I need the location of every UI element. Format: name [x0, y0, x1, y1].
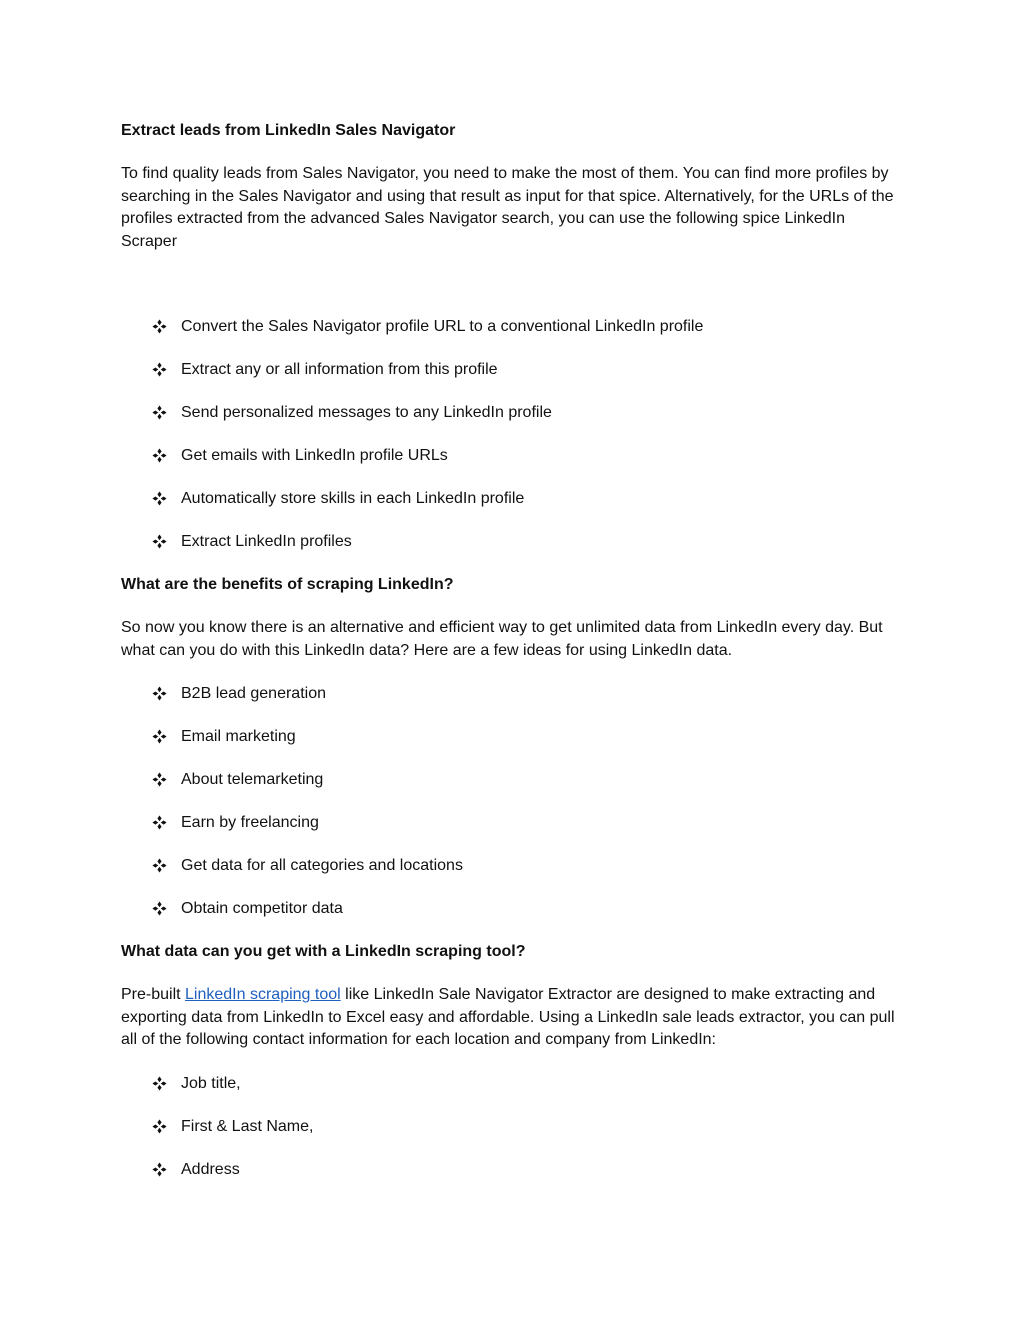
list-item	[121, 855, 905, 877]
list-item	[121, 683, 905, 705]
section-heading-extract-leads: Extract leads from LinkedIn Sales Navigator	[121, 122, 456, 139]
four-diamond-bullet-icon	[152, 1119, 167, 1134]
list-item-text: Automatically store skills in each LinkedIn profile	[181, 490, 525, 507]
list-item	[121, 812, 905, 834]
section-paragraph-extract-leads: To find quality leads from Sales Navigator, you need to make the most of them. You can find more profiles by searching in the Sales Navigator and using that result as input for that spice. Alternatively, for the URLs of the profiles extracted from the advanced Sales Navigator search, you can use the following spice LinkedIn Scraper	[121, 165, 894, 250]
paragraph-prefix: Pre-built	[121, 986, 186, 1003]
paragraph-suffix: like LinkedIn Sale Navigator Extractor are designed to make extracting and exporting data from LinkedIn to Excel easy and affordable. Using a LinkedIn sale leads extractor, you can pull all of the following contact information for each location and company from LinkedIn:	[121, 986, 895, 1048]
list-item-text: Extract any or all information from this profile	[181, 361, 498, 378]
section-heading-data-types: What data can you get with a LinkedIn scraping tool?	[121, 943, 526, 960]
four-diamond-bullet-icon	[152, 1076, 167, 1091]
four-diamond-bullet-icon	[152, 405, 167, 420]
list-item	[121, 769, 905, 791]
list-item	[121, 898, 905, 920]
list-item	[121, 402, 905, 424]
list-item	[121, 359, 905, 381]
section-paragraph-data-types	[121, 984, 905, 1052]
four-diamond-bullet-icon	[152, 686, 167, 701]
section-paragraph-benefits: So now you know there is an alternative and efficient way to get unlimited data from LinkedIn every day. But what can you do with this LinkedIn data? Here are a few ideas for using LinkedIn data.	[121, 619, 883, 659]
list-item	[121, 1116, 905, 1138]
linkedin-scraping-tool-link[interactable]: LinkedIn scraping tool	[185, 986, 341, 1003]
list-item-text: First & Last Name,	[181, 1117, 314, 1135]
list-item-text: Earn by freelancing	[181, 814, 319, 831]
list-item	[121, 1159, 905, 1181]
four-diamond-bullet-icon	[152, 772, 167, 787]
list-item-text: Extract LinkedIn profiles	[181, 533, 352, 550]
document-page	[121, 120, 905, 1181]
list-item-text: Get emails with LinkedIn profile URLs	[181, 447, 448, 464]
list-item-text: About telemarketing	[181, 771, 324, 788]
four-diamond-bullet-icon	[152, 534, 167, 549]
list-item	[121, 445, 905, 467]
four-diamond-bullet-icon	[152, 319, 167, 334]
list-item-text: Convert the Sales Navigator profile URL to a conventional LinkedIn profile	[181, 318, 704, 335]
list-item-text: Job title,	[181, 1074, 241, 1092]
list-item	[121, 316, 905, 338]
list-item-text: Email marketing	[181, 728, 296, 745]
list-item-text: Address	[181, 1160, 240, 1178]
list-item-text: B2B lead generation	[181, 685, 326, 702]
list-item	[121, 531, 905, 553]
list-item-text: Send personalized messages to any LinkedIn profile	[181, 404, 552, 421]
bullet-list-contact-info	[121, 1073, 905, 1181]
four-diamond-bullet-icon	[152, 858, 167, 873]
four-diamond-bullet-icon	[152, 448, 167, 463]
four-diamond-bullet-icon	[152, 729, 167, 744]
list-item-text: Obtain competitor data	[181, 900, 343, 917]
section-heading-benefits: What are the benefits of scraping LinkedIn?	[121, 576, 454, 593]
four-diamond-bullet-icon	[152, 491, 167, 506]
list-item-text: Get data for all categories and locations	[181, 857, 463, 874]
bullet-list-benefits	[121, 683, 905, 920]
four-diamond-bullet-icon	[152, 815, 167, 830]
bullet-list-extract-features	[121, 316, 905, 553]
four-diamond-bullet-icon	[152, 1162, 167, 1177]
four-diamond-bullet-icon	[152, 901, 167, 916]
four-diamond-bullet-icon	[152, 362, 167, 377]
list-item	[121, 1073, 905, 1095]
list-item	[121, 726, 905, 748]
list-item	[121, 488, 905, 510]
